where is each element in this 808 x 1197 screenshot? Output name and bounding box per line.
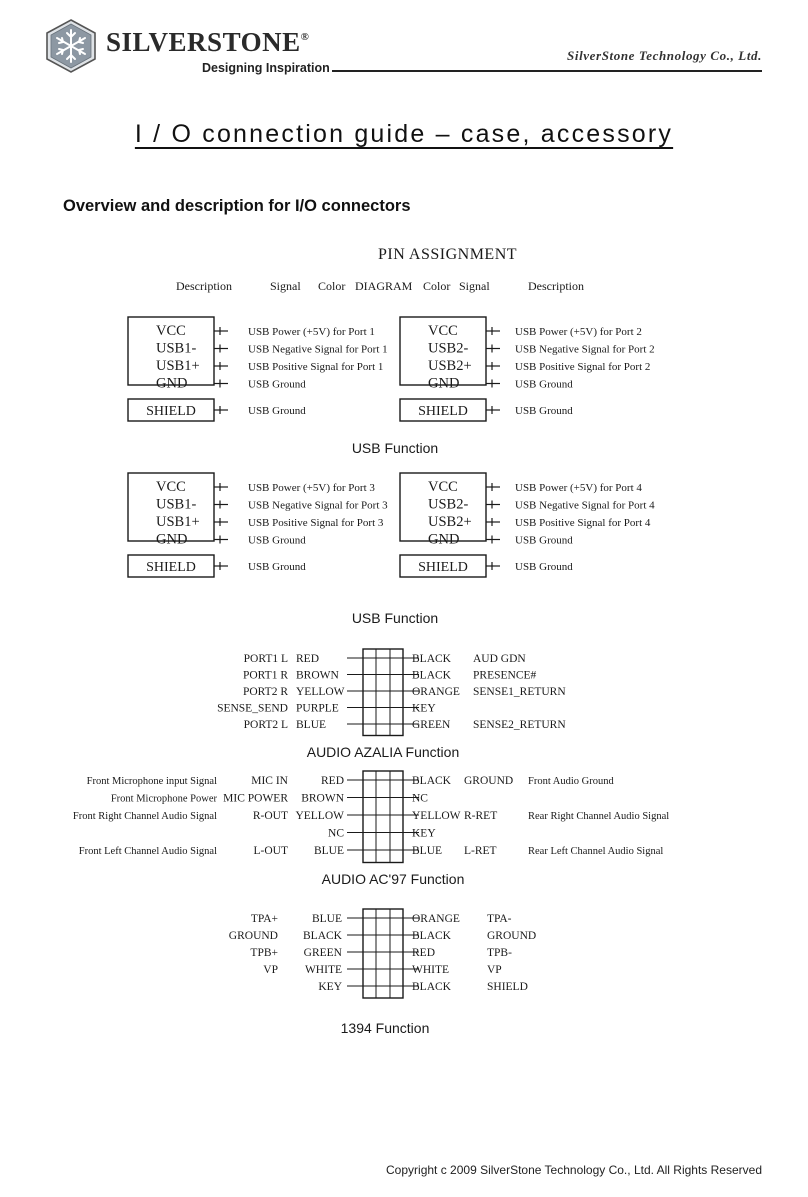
usb-pin-description: USB Ground: [515, 534, 573, 547]
ieee1394-right-signal: SHIELD: [487, 981, 528, 993]
ieee1394-right-signal: TPB-: [487, 947, 512, 959]
ac97-right-signal: GROUND: [464, 775, 514, 787]
azalia-right-signal: SENSE2_RETURN: [473, 719, 566, 731]
usb-pin-description: USB Positive Signal for Port 2: [515, 361, 651, 373]
ac97-right-color: BLUE: [412, 845, 443, 857]
ieee1394-right-color: ORANGE: [412, 913, 460, 925]
azalia-right-color: KEY: [412, 702, 436, 715]
ieee1394-left-signal: VP: [263, 964, 278, 976]
azalia-left-color: PURPLE: [296, 702, 339, 715]
usb-shield-description: USB Ground: [515, 405, 573, 417]
usb-pin-description: USB Power (+5V) for Port 4: [515, 482, 642, 494]
ac97-right-color: KEY: [412, 827, 436, 840]
usb-pin-description: USB Ground: [248, 534, 306, 547]
ieee1394-right-signal: GROUND: [487, 930, 537, 942]
ieee1394-function-caption: 1394 Function: [340, 1020, 430, 1036]
usb-pin-description: USB Ground: [515, 378, 573, 391]
azalia-left-color: BROWN: [296, 669, 339, 682]
snowflake-logo-icon: [44, 18, 98, 74]
usb-shield-description: USB Ground: [515, 561, 573, 573]
azalia-right-signal: PRESENCE#: [473, 669, 537, 682]
ieee1394-connector: [363, 909, 403, 998]
azalia-left-signal: PORT1 R: [242, 669, 288, 682]
azalia-connector: [363, 649, 403, 736]
ac97-right-description: Rear Left Channel Audio Signal: [528, 846, 664, 857]
column-header-0: Description: [176, 279, 232, 293]
azalia-right-signal: SENSE1_RETURN: [473, 686, 566, 698]
column-header-4: Color: [423, 279, 451, 293]
footer-copyright: Copyright c 2009 SilverStone Technology Co., Ltd. All Rights Reserved: [386, 1163, 762, 1177]
usb-shield-description: USB Ground: [248, 405, 306, 417]
azalia-function-caption: AUDIO AZALIA Function: [306, 744, 460, 760]
usb-pin-label: USB1+: [156, 514, 200, 530]
ac97-left-color: YELLOW: [295, 810, 344, 822]
usb-pin-description: USB Negative Signal for Port 4: [515, 499, 655, 512]
column-header-1: Signal: [270, 279, 301, 293]
ac97-left-signal: MIC POWER: [223, 792, 288, 805]
column-header-6: Description: [528, 279, 584, 293]
ac97-right-color: YELLOW: [412, 810, 461, 822]
usb-pin-label: USB1-: [156, 496, 197, 513]
usb-pin-description: USB Ground: [248, 378, 306, 391]
ac97-right-description: Front Audio Ground: [528, 776, 614, 787]
pin-assignment-title: PIN ASSIGNMENT: [378, 246, 518, 263]
azalia-right-color: BLACK: [412, 669, 451, 682]
usb-pin-label: USB2-: [428, 496, 469, 513]
ieee1394-right-color: BLACK: [412, 981, 451, 993]
ac97-left-signal: L-OUT: [253, 845, 288, 857]
ac97-right-description: Rear Right Channel Audio Signal: [528, 811, 670, 822]
azalia-left-signal: SENSE_SEND: [217, 702, 288, 715]
ieee1394-left-signal: TPA+: [250, 913, 278, 925]
ieee1394-left-color: KEY: [318, 981, 342, 993]
ac97-right-color: NC: [412, 792, 428, 805]
usb-pin-label: USB2+: [428, 514, 472, 530]
column-header-3: DIAGRAM: [355, 279, 413, 293]
usb-shield-description: USB Ground: [248, 561, 306, 573]
usb-pin-description: USB Negative Signal for Port 3: [248, 499, 388, 512]
ac97-right-color: BLACK: [412, 775, 451, 787]
usb-pin-label: VCC: [428, 479, 458, 495]
ac97-left-color: NC: [328, 827, 344, 840]
usb-function-caption: USB Function: [351, 440, 439, 456]
ieee1394-right-signal: TPA-: [487, 913, 512, 925]
ac97-left-signal: R-OUT: [252, 810, 288, 822]
ieee1394-left-color: GREEN: [303, 947, 342, 959]
company-name: SilverStone Technology Co., Ltd.: [567, 48, 762, 63]
usb-pin-description: USB Negative Signal for Port 2: [515, 343, 655, 356]
azalia-left-signal: PORT2 L: [243, 719, 288, 731]
usb-pin-description: USB Power (+5V) for Port 3: [248, 482, 375, 494]
usb-pin-description: USB Power (+5V) for Port 2: [515, 326, 642, 338]
section-heading: Overview and description for I/O connectors: [63, 197, 411, 215]
usb-shield-label: SHIELD: [418, 560, 468, 575]
page-title: I / O connection guide – case, accessory: [134, 120, 674, 148]
usb-pin-description: USB Positive Signal for Port 1: [248, 361, 384, 373]
ieee1394-right-color: BLACK: [412, 930, 451, 942]
azalia-right-signal: AUD GDN: [473, 653, 526, 665]
ieee1394-right-color: WHITE: [412, 964, 450, 976]
usb-shield-label: SHIELD: [418, 404, 468, 419]
ac97-left-description: Front Microphone Power: [110, 793, 217, 805]
ac97-connector: [363, 771, 403, 863]
ieee1394-left-signal: GROUND: [228, 930, 278, 942]
header-divider: [332, 70, 762, 72]
azalia-right-color: GREEN: [412, 719, 451, 731]
pin-assignment-diagram: [60, 235, 750, 1055]
ieee1394-left-color: BLACK: [303, 930, 342, 942]
ieee1394-right-color: RED: [412, 947, 435, 959]
usb-shield-label: SHIELD: [146, 560, 196, 575]
ac97-left-color: RED: [321, 775, 344, 787]
usb-pin-description: USB Power (+5V) for Port 1: [248, 326, 375, 338]
usb-pin-label: VCC: [156, 323, 186, 339]
azalia-right-color: BLACK: [412, 653, 451, 665]
brand-name: SILVERSTONE®: [106, 27, 310, 57]
ac97-left-color: BLUE: [313, 845, 344, 857]
ac97-function-caption: AUDIO AC'97 Function: [321, 871, 465, 887]
usb-pin-description: USB Positive Signal for Port 3: [248, 517, 384, 529]
ac97-left-signal: MIC IN: [251, 775, 288, 787]
silverstone-logo: [44, 18, 98, 74]
usb-pin-label: GND: [428, 375, 460, 392]
ac97-left-description: Front Left Channel Audio Signal: [78, 846, 217, 857]
azalia-left-signal: PORT1 L: [243, 653, 288, 665]
ac97-left-color: BROWN: [301, 792, 344, 805]
usb-pin-label: USB1-: [156, 340, 197, 357]
ac97-right-signal: R-RET: [464, 810, 498, 822]
ac97-left-description: Front Microphone input Signal: [86, 776, 217, 787]
ieee1394-left-signal: TPB+: [250, 947, 278, 959]
azalia-left-color: YELLOW: [296, 686, 345, 698]
azalia-right-color: ORANGE: [412, 686, 460, 698]
ieee1394-left-color: WHITE: [304, 964, 342, 976]
usb-shield-label: SHIELD: [146, 404, 196, 419]
brand-tagline: Designing Inspiration: [202, 61, 330, 75]
ieee1394-left-color: BLUE: [311, 913, 342, 925]
azalia-left-color: BLUE: [296, 719, 327, 731]
azalia-left-signal: PORT2 R: [242, 686, 288, 698]
ac97-left-description: Front Right Channel Audio Signal: [72, 811, 217, 822]
ieee1394-right-signal: VP: [487, 964, 502, 976]
usb-pin-description: USB Negative Signal for Port 1: [248, 343, 388, 356]
usb-pin-description: USB Positive Signal for Port 4: [515, 517, 651, 529]
usb-pin-label: USB1+: [156, 358, 200, 374]
usb-pin-label: VCC: [156, 479, 186, 495]
usb-pin-label: USB2-: [428, 340, 469, 357]
usb-pin-label: GND: [156, 531, 188, 548]
ac97-right-signal: L-RET: [464, 845, 497, 857]
column-header-5: Signal: [459, 279, 490, 293]
column-header-2: Color: [318, 279, 346, 293]
usb-pin-label: GND: [156, 375, 188, 392]
azalia-left-color: RED: [296, 653, 319, 665]
usb-pin-label: VCC: [428, 323, 458, 339]
usb-function-caption: USB Function: [351, 610, 439, 626]
usb-pin-label: GND: [428, 531, 460, 548]
usb-pin-label: USB2+: [428, 358, 472, 374]
